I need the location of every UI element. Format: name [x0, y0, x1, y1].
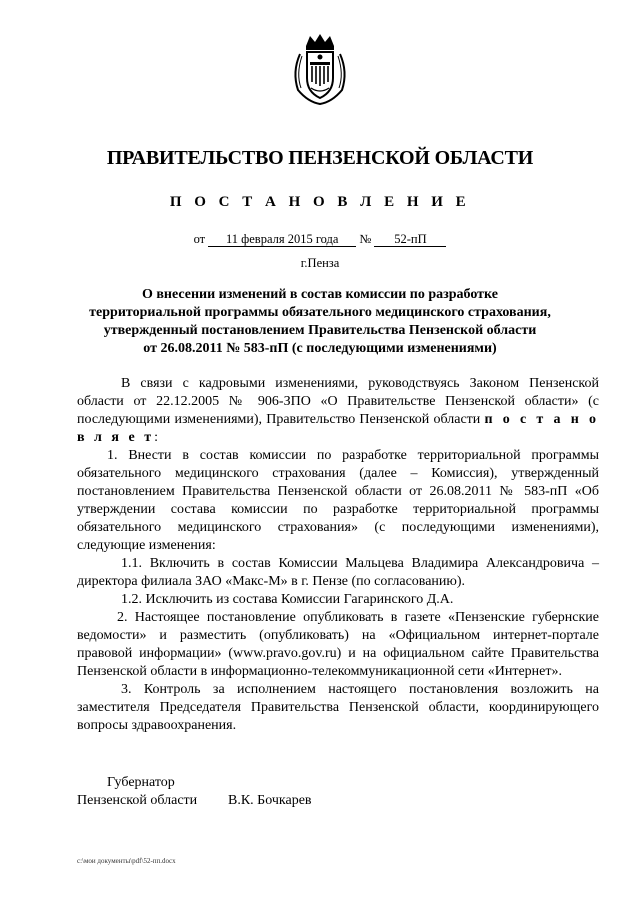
number-prefix: №	[359, 232, 372, 246]
signatory-title-line1: Губернатор	[107, 775, 175, 790]
signatory-title-line2: Пензенской области	[77, 793, 198, 808]
preamble-paragraph	[77, 375, 599, 447]
item-3: 3. Контроль за исполнением настоящего постановления возложить на заместителя Председателя Правительства Пензенской области, координирующего вопросы здравоохранения.	[77, 682, 599, 733]
subject-line: территориальной программы обязательного медицинского страхования,	[89, 305, 551, 320]
signatory-name: В.К. Бочкарев	[228, 793, 312, 808]
organization-title: ПРАВИТЕЛЬСТВО ПЕНЗЕНСКОЙ ОБЛАСТИ	[106, 147, 534, 169]
date-number-line	[0, 232, 640, 247]
item-1: 1. Внести в состав комиссии по разработке территориальной программы обязательного медицинского страхования (далее – Комиссия), утвержденный постановлением Правительства Пензенской области от 26.08.2011 № 583-пП «Об утверждении состава комиссии по разработке территориальной программы обязательного медицинского страхования» (с последующими изменениями), следующие изменения:	[77, 448, 599, 553]
subject-line: утвержденный постановлением Правительства Пензенской области	[103, 323, 537, 338]
resolves-colon: :	[154, 430, 158, 445]
document-body	[77, 375, 599, 735]
document-type: П О С Т А Н О В Л Е Н И Е	[169, 194, 471, 210]
document-number: 52-пП	[374, 233, 446, 247]
preamble-text: В связи с кадровыми изменениями, руководствуясь Законом Пензенской области от 22.12.2005 № 906-ЗПО «О Правительстве Пензенской области» (с последующими изменениями), Правительство Пензенской области	[77, 376, 599, 427]
coat-of-arms-icon	[290, 32, 350, 106]
item-2: 2. Настоящее постановление опубликовать в газете «Пензенские губернские ведомости» и разместить (опубликовать) на «Официальном интернет-портале правовой информации» (www.pravo.gov.ru) и на официальном сайте Правительства Пензенской области в информационно-телекоммуникационной сети «Интернет».	[77, 610, 599, 679]
resolves-word: п о с т а н о в л я е т	[77, 412, 600, 445]
city: г.Пенза	[300, 256, 340, 270]
document-subject	[78, 286, 562, 358]
file-path-footer: c:\мои документы\pdf\52-пп.docx	[77, 857, 176, 865]
item-1-2: 1.2. Исключить из состава Комиссии Гагаринского Д.А.	[121, 592, 454, 607]
subject-line: О внесении изменений в состав комиссии по разработке	[141, 287, 498, 302]
item-1-1: 1.1. Включить в состав Комиссии Мальцева Владимира Александровича – директора филиала ЗАО «Макс-М» в г. Пензе (по согласованию).	[77, 556, 599, 589]
subject-line: от 26.08.2011 № 583-пП (с последующими изменениями)	[143, 341, 497, 356]
document-date: 11 февраля 2015 года	[208, 233, 356, 247]
date-prefix: от	[193, 232, 206, 246]
